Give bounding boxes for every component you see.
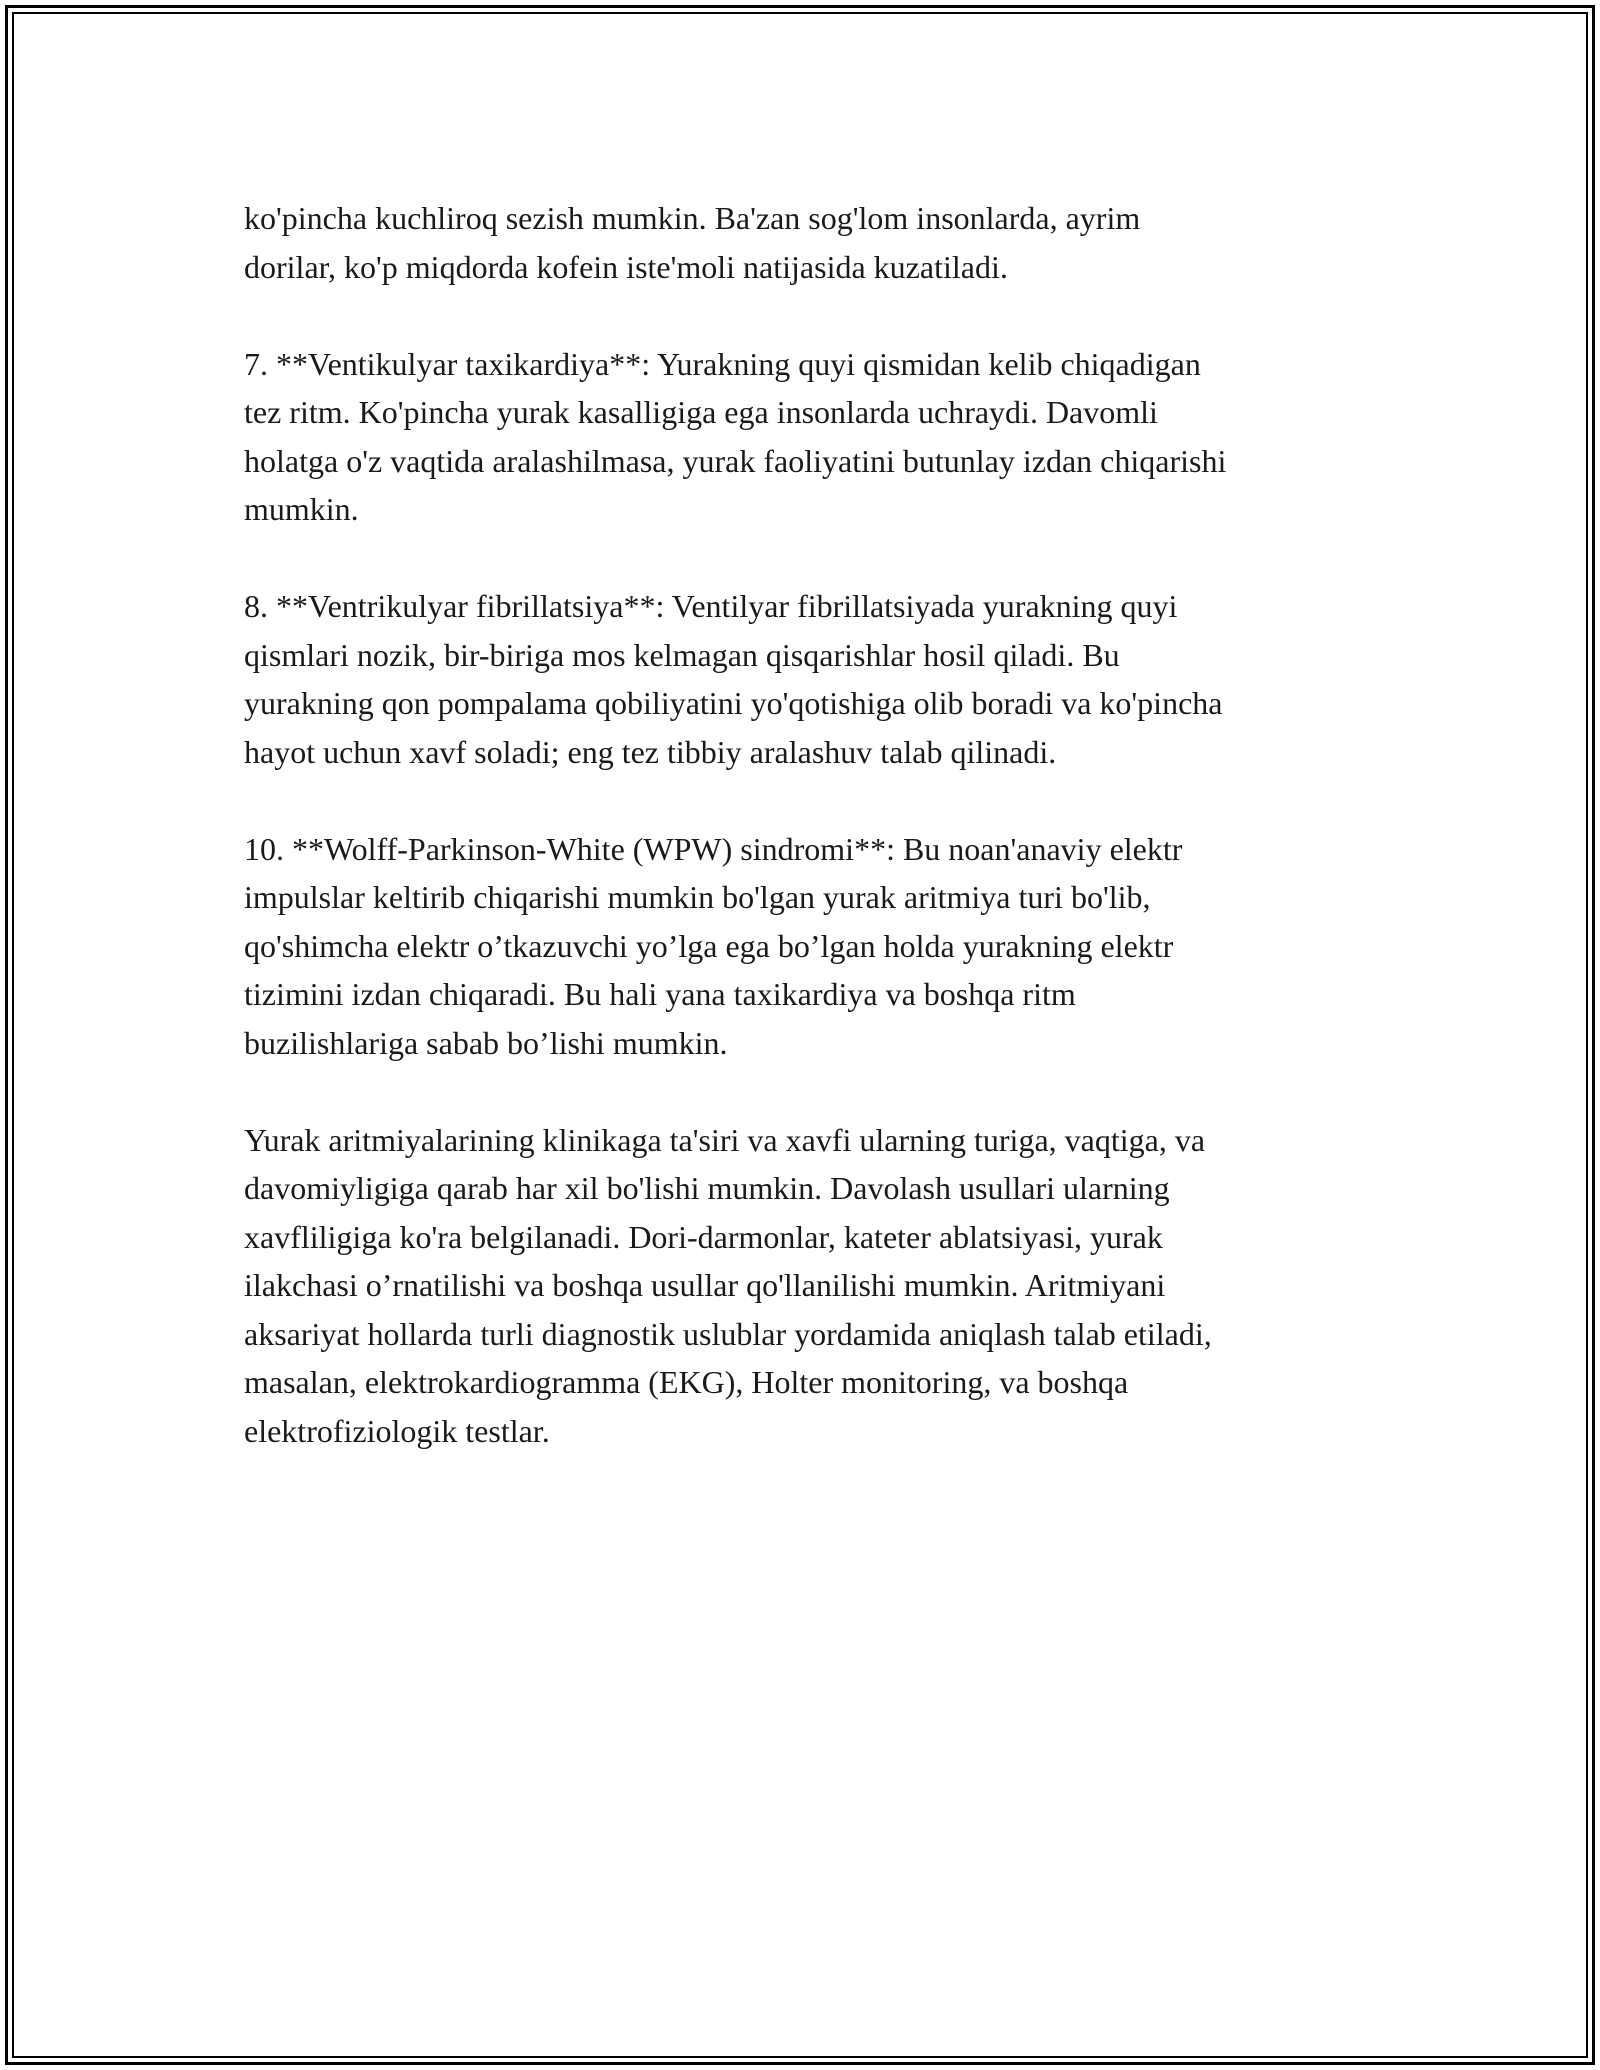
- paragraph-continuation: [244, 194, 1384, 291]
- text-line: mumkin.: [244, 491, 359, 527]
- text-line: impulslar keltirib chiqarishi mumkin bo'lgan yurak aritmiya turi bo'lib,: [244, 879, 1151, 915]
- paragraph-conclusion: [244, 1116, 1384, 1456]
- page-frame: [5, 5, 1595, 2065]
- text-line: holatga o'z vaqtida aralashilmasa, yurak faoliyatini butunlay izdan chiqarishi: [244, 442, 1227, 479]
- text-line: 10. **Wolff-Parkinson-White (WPW) sindromi**: Bu noan'anaviy elektr: [244, 830, 1183, 867]
- text-line: qo'shimcha elektr o’tkazuvchi yo’lga ega bo’lgan holda yurakning elektr: [244, 927, 1174, 964]
- text-line: xavfliligiga ko'ra belgilanadi. Dori-darmonlar, kateter ablatsiyasi, yurak: [244, 1218, 1163, 1255]
- text-line: elektrofiziologik testlar.: [244, 1412, 550, 1449]
- text-line: 8. **Ventrikulyar fibrillatsiya**: Ventilyar fibrillatsiyada yurakning quyi: [244, 588, 1178, 624]
- text-line: davomiyligiga qarab har xil bo'lishi mumkin. Davolash usullari ularning: [244, 1170, 1170, 1206]
- text-line: hayot uchun xavf soladi; eng tez tibbiy aralashuv talab qilinadi.: [244, 733, 1057, 770]
- text-line: masalan, elektrokardiogramma (EKG), Holter monitoring, va boshqa: [244, 1364, 1129, 1400]
- text-line: dorilar, ko'p miqdorda kofein iste'moli natijasida kuzatiladi.: [244, 248, 1008, 285]
- paragraph-item-8: [244, 582, 1384, 776]
- text-line: qismlari nozik, bir-biriga mos kelmagan qisqarishlar hosil qiladi. Bu: [244, 636, 1120, 673]
- text-line: ilakchasi o’rnatilishi va boshqa usullar qo'llanilishi mumkin. Aritmiyani: [244, 1267, 1166, 1303]
- text-line: aksariyat hollarda turli diagnostik uslublar yordamida aniqlash talab etiladi,: [244, 1315, 1212, 1352]
- text-line: 7. **Ventikulyar taxikardiya**: Yurakning quyi qismidan kelib chiqadigan: [244, 345, 1201, 382]
- text-line: tizimini izdan chiqaradi. Bu hali yana taxikardiya va boshqa ritm: [244, 976, 1076, 1012]
- text-line: ko'pincha kuchliroq sezish mumkin. Ba'zan sog'lom insonlarda, ayrim: [244, 200, 1141, 236]
- paragraph-item-7: [244, 340, 1384, 534]
- text-line: Yurak aritmiyalarining klinikaga ta'siri va xavfi ularning turiga, vaqtiga, va: [244, 1121, 1206, 1158]
- document-body: [244, 194, 1384, 1504]
- paragraph-item-10: [244, 825, 1384, 1068]
- text-line: tez ritm. Ko'pincha yurak kasalligiga ega insonlarda uchraydi. Davomli: [244, 394, 1158, 430]
- text-line: yurakning qon pompalama qobiliyatini yo'qotishiga olib boradi va ko'pincha: [244, 685, 1223, 721]
- text-line: buzilishlariga sabab bo’lishi mumkin.: [244, 1024, 728, 1061]
